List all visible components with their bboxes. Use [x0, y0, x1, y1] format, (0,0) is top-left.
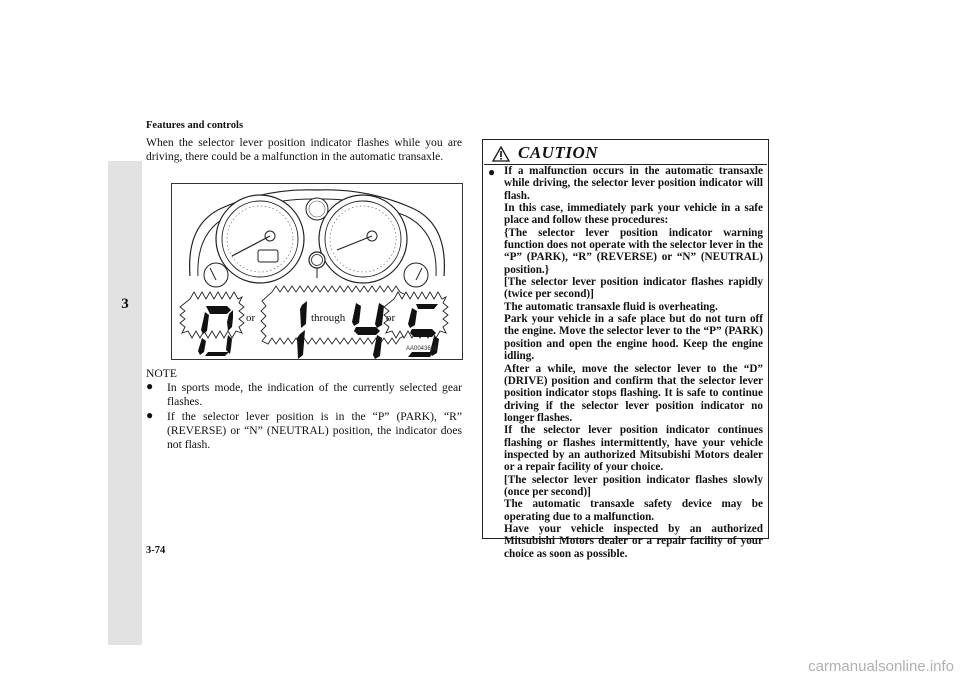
note-item-text: If the selector lever position is in the “P” (PARK), “R” (REVERSE) or “N” (NEUTRAL) position, the indicator does not flash. — [167, 410, 462, 451]
caution-paragraph: If the selector lever position indicator continues flashing or flashes intermittently, have your vehicle inspected by an authorized Mitsubishi Motors dealer or a repair facility of your choice. — [504, 424, 763, 474]
caution-paragraph: In this case, immediately park your vehicle in a safe place and follow these procedures: — [504, 202, 763, 227]
caution-paragraph: Park your vehicle in a safe place but do not turn off the engine. Move the selector lever to the “P” (PARK) position and open the engine hood. Keep the engine idling. — [504, 313, 763, 363]
tachometer-gauge — [319, 195, 407, 283]
note-item-text: In sports mode, the indication of the currently selected gear flashes. — [167, 381, 462, 408]
note-item — [146, 381, 462, 409]
bullet-icon: ● — [146, 408, 154, 422]
label-through: through — [311, 312, 346, 324]
caution-paragraph: The automatic transaxle safety device may be operating due to a malfunction. — [504, 498, 763, 523]
page-number: 3-74 — [146, 545, 166, 556]
watermark: carmanualsonline.info — [808, 658, 954, 675]
caution-paragraph: After a while, move the selector lever to the “D” (DRIVE) position and confirm that the selector lever position indicator stops flashing. It is safe to continue driving if the selector lever position indicator no longer flashes. — [504, 362, 763, 424]
caution-paragraph: Have your vehicle inspected by an authorized Mitsubishi Motors dealer or a repair facility of your choice as soon as possible. — [504, 522, 763, 560]
label-or-1: or — [246, 312, 256, 324]
caution-paragraph: {The selector lever position indicator warning function does not operate with the selector lever in the “P” (PARK), “R” (REVERSE) or “N” (NEUTRAL) position.} — [504, 226, 763, 276]
instrument-cluster-figure — [171, 183, 463, 360]
note-heading: NOTE — [146, 367, 177, 380]
bullet-icon: ● — [488, 165, 496, 179]
caution-body — [504, 165, 763, 560]
caution-box — [482, 139, 769, 560]
caution-title: CAUTION — [518, 143, 599, 162]
instrument-cluster-illustration — [172, 184, 462, 359]
caution-paragraph: The automatic transaxle fluid is overheating. — [504, 300, 718, 313]
intro-paragraph: When the selector lever position indicator flashes while you are driving, there could be a malfunction in the automatic transaxle. — [146, 136, 462, 164]
caution-paragraph: [The selector lever position indicator flashes rapidly (twice per second)] — [504, 276, 763, 301]
caution-paragraph: If a malfunction occurs in the automatic transaxle while driving, the selector lever position indicator will flash. — [504, 165, 763, 202]
chapter-tab — [108, 161, 142, 645]
label-or-2: or — [386, 312, 396, 324]
speedometer-gauge — [216, 195, 304, 283]
chapter-number: 3 — [121, 296, 129, 312]
bullet-icon: ● — [146, 379, 154, 393]
warning-triangle-icon — [492, 146, 510, 162]
caution-paragraph: [The selector lever position indicator flashes slowly (once per second)] — [504, 473, 763, 498]
note-item — [146, 410, 462, 451]
figure-code: AA0043681 — [406, 346, 438, 352]
section-header: Features and controls — [146, 120, 244, 131]
